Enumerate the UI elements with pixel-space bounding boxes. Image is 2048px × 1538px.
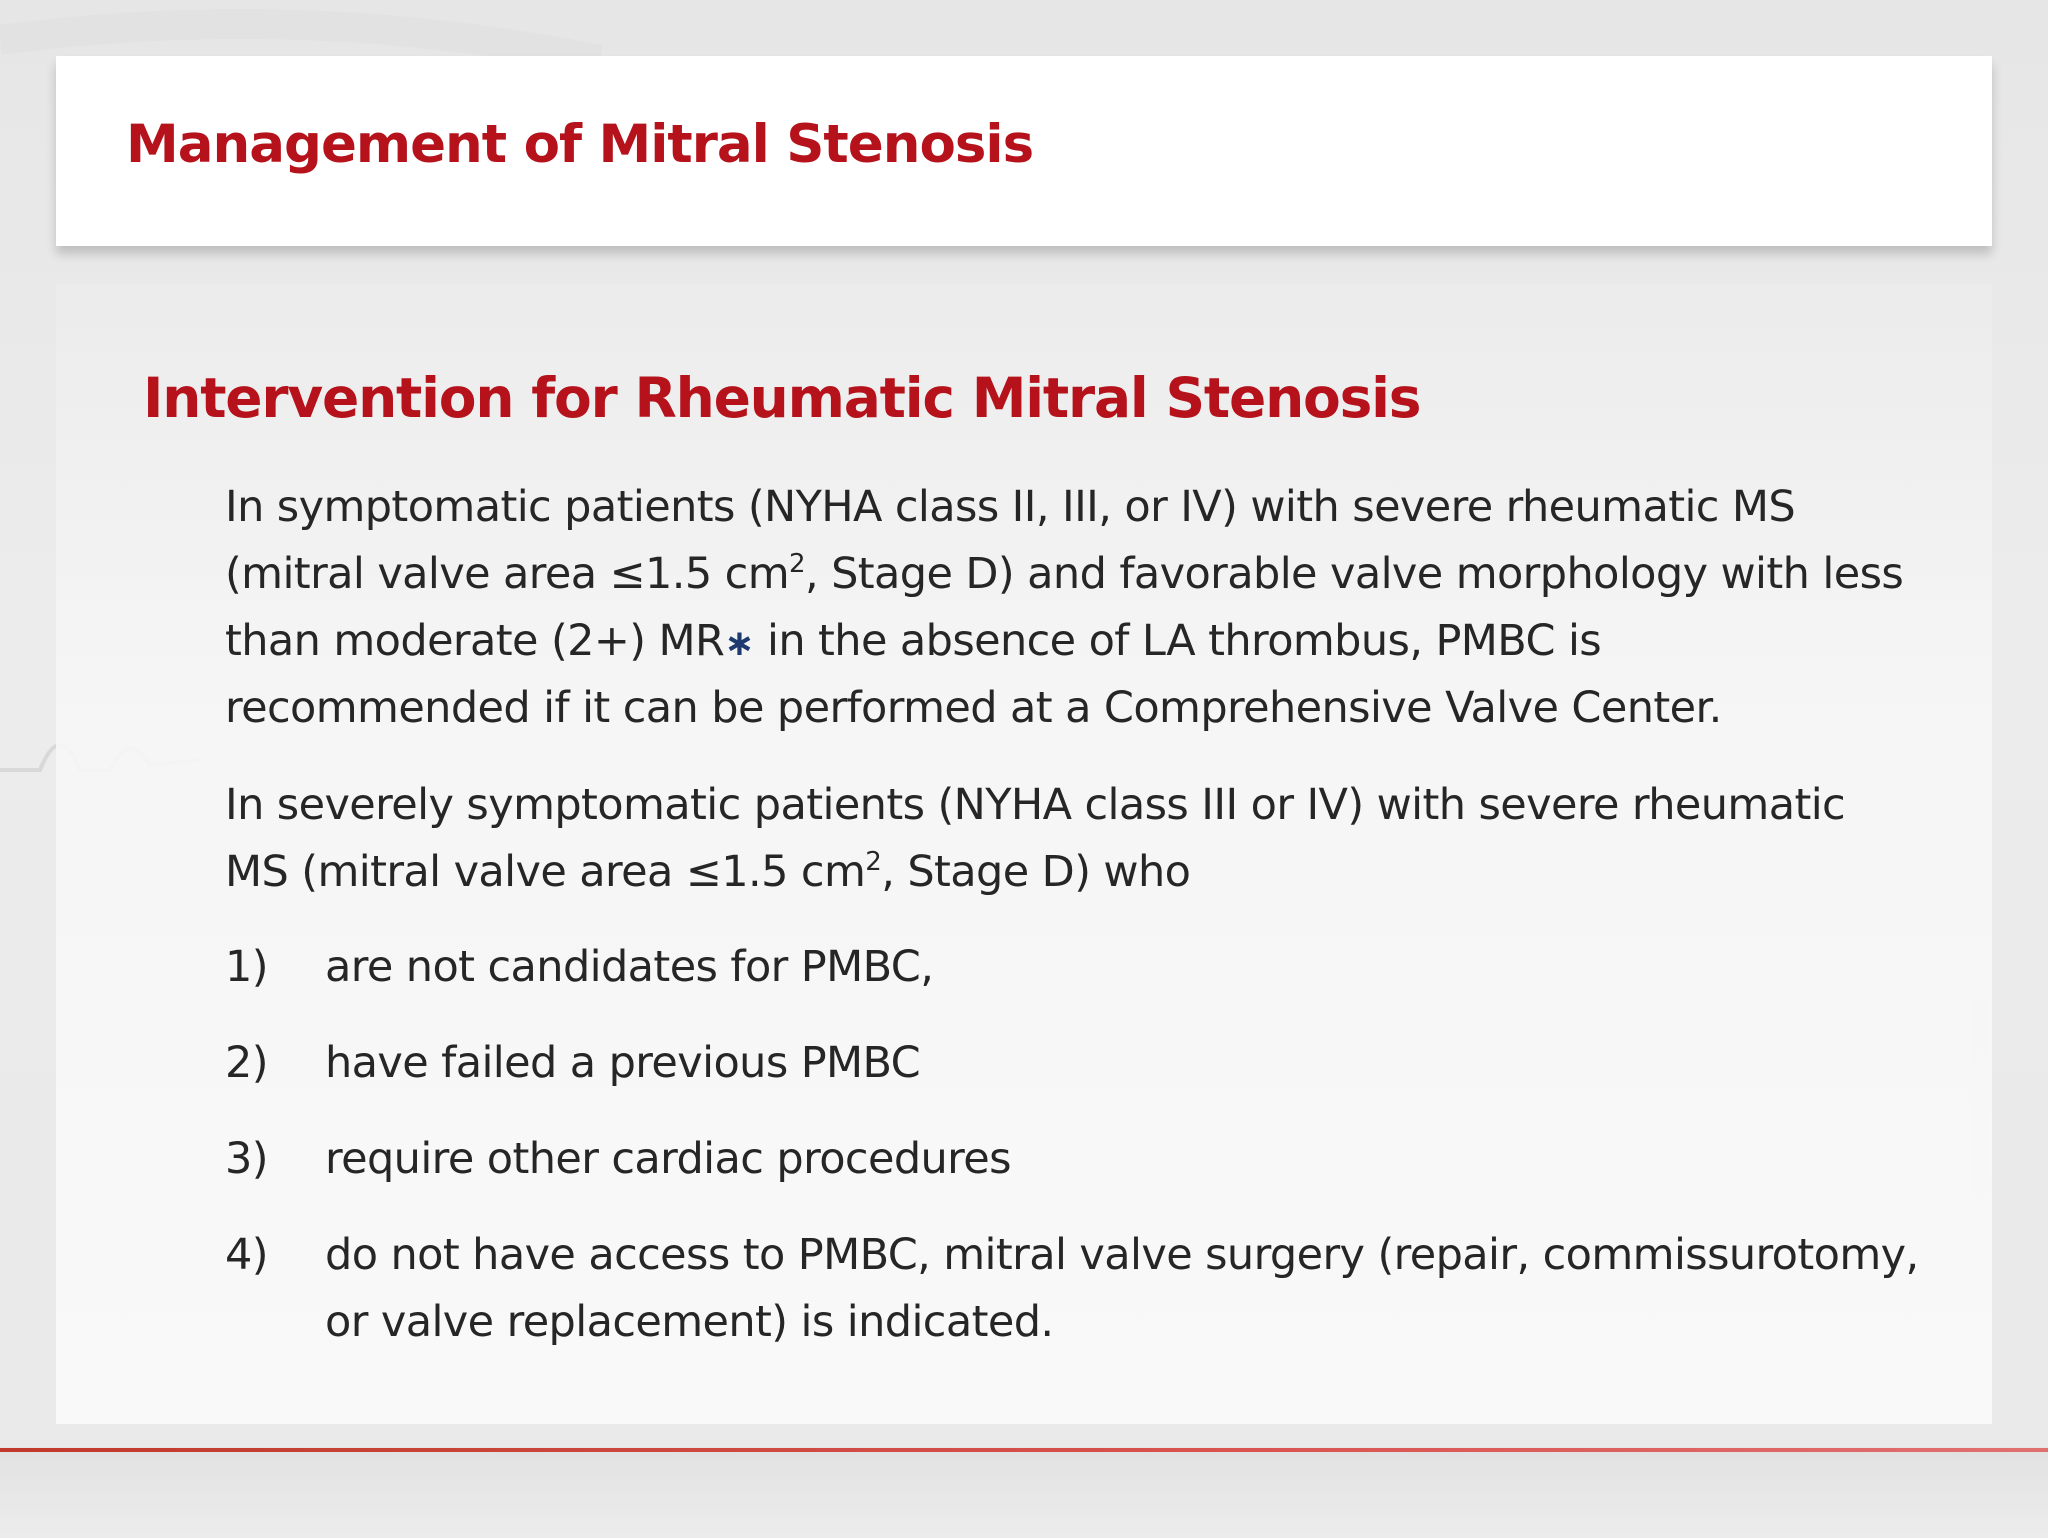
paragraph-line <box>225 541 1945 608</box>
text-segment: (mitral valve area ≤1.5 cm <box>225 549 789 599</box>
text-segment: , Stage D) and favorable valve morphology with less <box>804 549 1904 599</box>
list-text: are not candidates for PMBC, <box>325 942 934 992</box>
paragraph-line <box>225 839 1945 906</box>
list-number: 4) <box>225 1230 268 1280</box>
text-segment: than moderate (2+) MR <box>225 616 725 666</box>
list-text-continuation: or valve replacement) is indicated. <box>325 1297 1054 1347</box>
text-segment: in the absence of LA thrombus, PMBC is <box>753 616 1602 666</box>
paragraph-line <box>225 608 1945 675</box>
title-bar <box>56 56 1992 246</box>
asterisk-footnote-mark: ∗ <box>724 623 754 664</box>
superscript: 2 <box>789 549 805 579</box>
footer-band <box>0 1452 2048 1538</box>
list-text: require other cardiac procedures <box>325 1134 1011 1184</box>
list-text: have failed a previous PMBC <box>325 1038 921 1088</box>
text-segment: , Stage D) who <box>881 847 1191 897</box>
text-segment: MS (mitral valve area ≤1.5 cm <box>225 847 866 897</box>
slide-title: Management of Mitral Stenosis <box>126 114 1034 175</box>
paragraph-line: recommended if it can be performed at a Comprehensive Valve Center. <box>225 683 1722 733</box>
paragraph-surgery-indication <box>225 772 1945 906</box>
list-number: 1) <box>225 942 268 992</box>
paragraph-line: In symptomatic patients (NYHA class II, III, or IV) with severe rheumatic MS <box>225 482 1796 532</box>
superscript: 2 <box>865 847 882 877</box>
slide-subheading: Intervention for Rheumatic Mitral Stenosis <box>143 366 1421 430</box>
paragraph-pmbc-recommendation <box>225 474 1945 742</box>
list-number: 2) <box>225 1038 268 1088</box>
list-text: do not have access to PMBC, mitral valve surgery (repair, commissurotomy, <box>325 1230 1919 1280</box>
list-number: 3) <box>225 1134 268 1184</box>
paragraph-line: In severely symptomatic patients (NYHA class III or IV) with severe rheumatic <box>225 780 1846 830</box>
